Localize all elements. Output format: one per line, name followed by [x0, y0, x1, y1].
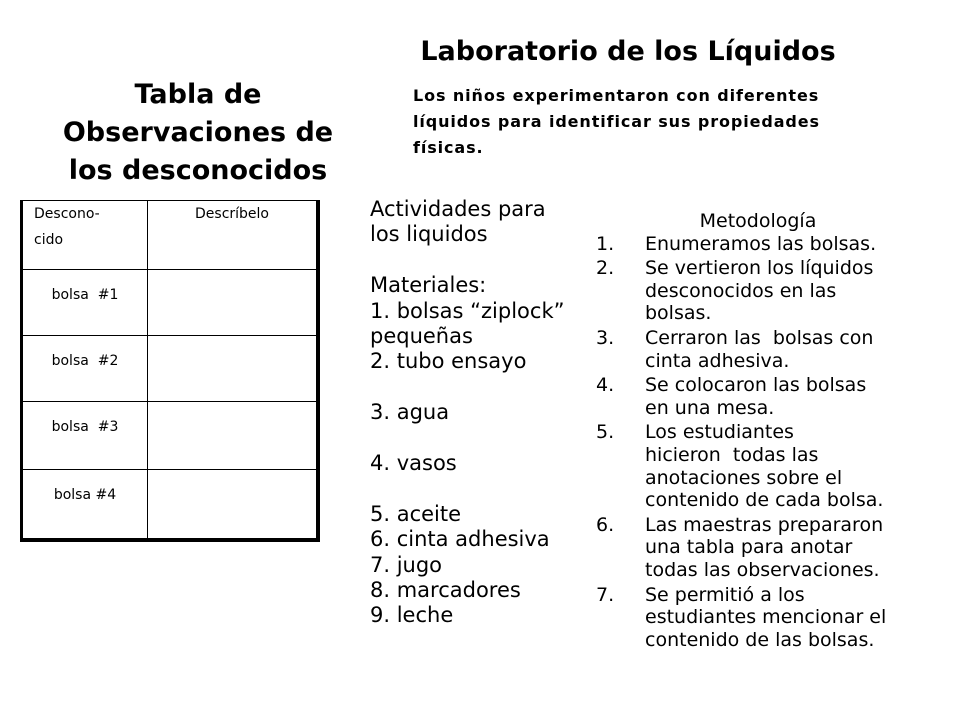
methodology-step [596, 421, 920, 511]
table-header-row [23, 201, 316, 270]
methodology-step [596, 514, 920, 582]
row-label: bolsa #2 [23, 336, 148, 401]
row-description-cell [148, 470, 316, 538]
materials-list [370, 299, 565, 629]
activities-heading: Actividades para los liquidos [370, 197, 546, 247]
step-text: Se permitió a los estudiantes mencionar el contenido de las bolsas. [645, 583, 887, 651]
material-item: 4. vasos [370, 451, 457, 476]
material-item: 3. agua [370, 400, 450, 425]
table-row [23, 336, 316, 402]
table-header-describe: Descríbelo [195, 206, 269, 222]
step-number: 2. [596, 257, 615, 280]
methodology-section [596, 210, 920, 653]
material-item: 8. marcadores [370, 578, 521, 603]
step-number: 1. [596, 232, 615, 255]
material-item: 9. leche [370, 603, 454, 628]
table-header-unknown: Descono- cido [23, 201, 148, 269]
step-text: Cerraron las bolsas con cinta adhesiva. [645, 326, 874, 372]
material-item: 5. aceite [370, 501, 462, 526]
row-label: bolsa #1 [23, 270, 148, 335]
row-description-cell [148, 402, 316, 469]
table-row [23, 270, 316, 336]
step-number: 4. [596, 374, 615, 397]
material-item: 6. cinta adhesiva [370, 527, 550, 552]
step-text: Las maestras prepararon una tabla para anotar todas las observaciones. [645, 513, 884, 581]
methodology-step [596, 233, 920, 256]
step-number: 6. [596, 513, 615, 536]
materials-label: Materiales: [370, 273, 487, 298]
methodology-step [596, 374, 920, 419]
row-label: bolsa #4 [23, 470, 148, 538]
row-description-cell [148, 336, 316, 401]
step-text: Se colocaron las bolsas en una mesa. [645, 374, 867, 419]
methodology-step [596, 584, 920, 652]
table-row [23, 402, 316, 470]
methodology-step [596, 257, 920, 325]
step-text: Los estudiantes hicieron todas las anotaciones sobre el contenido de cada bolsa. [645, 421, 884, 512]
observations-heading: Tabla de Observaciones de los desconocidos [62, 79, 334, 186]
step-number: 5. [596, 421, 615, 444]
methodology-step [596, 327, 920, 372]
row-label: bolsa #3 [23, 402, 148, 469]
table-row [23, 470, 316, 538]
step-number: 7. [596, 583, 615, 606]
material-item: 7. jugo [370, 552, 443, 577]
observations-table [20, 200, 320, 542]
slide-title: Laboratorio de los Líquidos [420, 36, 836, 67]
material-item: 1. bolsas “ziplock” pequeñas [370, 298, 565, 349]
activities-section [370, 197, 565, 629]
row-description-cell [148, 270, 316, 335]
step-number: 3. [596, 326, 615, 349]
material-item: 2. tubo ensayo [370, 349, 527, 374]
methodology-heading: Metodología [699, 210, 817, 232]
step-text: Se vertieron los líquidos desconocidos en las bolsas. [645, 257, 874, 325]
step-text: Enumeramos las bolsas. [645, 232, 877, 255]
intro-text: Los niños experimentaron con diferentes líquidos para identificar sus propiedades físicas. [413, 86, 820, 157]
methodology-list [596, 233, 920, 652]
